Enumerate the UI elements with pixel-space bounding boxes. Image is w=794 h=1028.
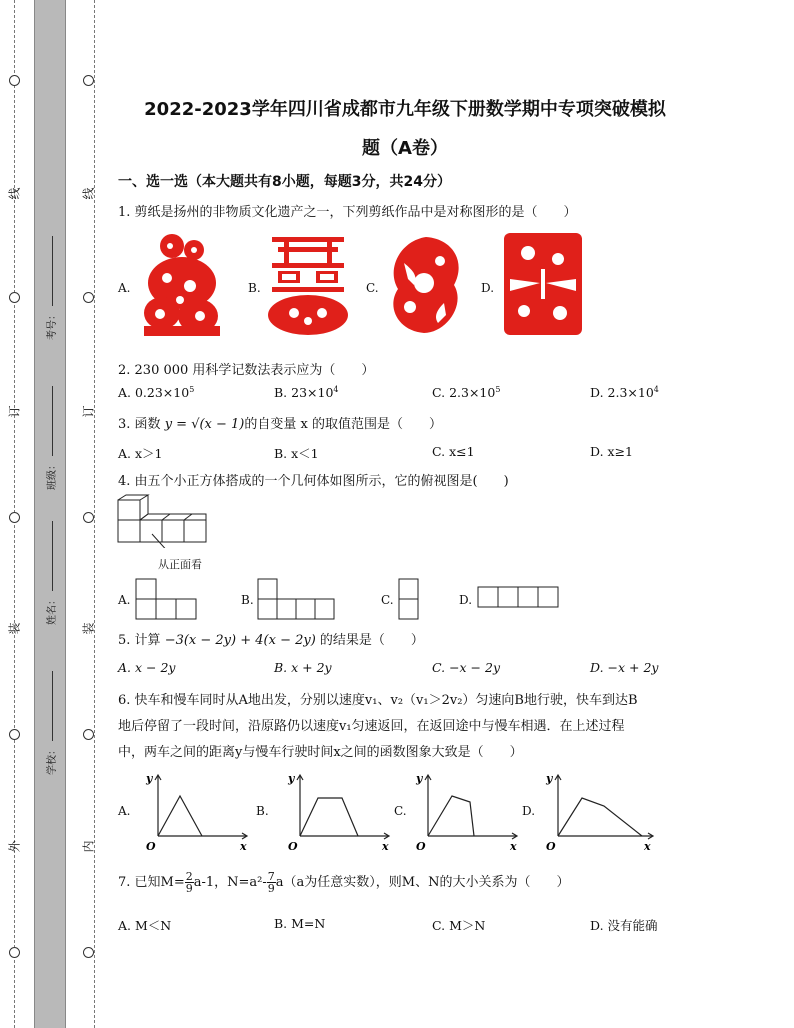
inner-dashed-line <box>94 0 95 1028</box>
q6-graph-a <box>142 770 252 852</box>
x-axis-label: x <box>240 840 247 852</box>
q4-option-b-label: B. <box>241 593 254 607</box>
q6-option-d-label: D. <box>522 804 536 818</box>
q7-option-a: A. M＜N <box>118 918 172 933</box>
q3-option-b: B. x＜1 <box>274 446 319 461</box>
binding-hole-icon <box>83 512 94 523</box>
fraction: $\frac{2}{9}$ <box>185 870 193 895</box>
q1-option-a-label: A. <box>118 281 131 295</box>
origin-label: O <box>416 840 426 852</box>
gutter-char: 内 <box>81 840 96 853</box>
q6-graph-b <box>284 770 394 852</box>
q6-option-b-label: B. <box>256 804 269 818</box>
name-field[interactable]: 姓名： <box>43 521 58 625</box>
y-axis-label: y <box>546 772 553 785</box>
binding-gutter <box>34 0 66 1028</box>
q4-option-d-label: D. <box>459 593 473 607</box>
q5-option-d: D. −x + 2y <box>590 660 659 675</box>
y-axis-label: y <box>146 772 153 785</box>
papercut-bird-icon <box>500 229 586 339</box>
question-7-stem: 7. 已知M= $\frac{2}{9}$ a-1，N=a²- $\frac{7}{9}$ a（a为任意实数），则M、N的大小关系为（ ） <box>118 870 570 895</box>
gutter-char: 装 <box>81 622 96 635</box>
binding-hole-icon <box>9 512 20 523</box>
question-5-stem: 5. 计算 −3(x − 2y) + 4(x − 2y) 的结果是（ ） <box>118 633 424 648</box>
gutter-char: 外 <box>7 840 22 853</box>
x-axis-label: x <box>644 840 651 852</box>
binding-hole-icon <box>83 729 94 740</box>
q3-option-d: D. x≥1 <box>590 444 633 459</box>
q3-option-a: A. x＞1 <box>118 446 163 461</box>
q4-option-c-label: C. <box>381 593 394 607</box>
x-axis-label: x <box>382 840 389 852</box>
q1-option-d-label: D. <box>481 281 495 295</box>
q2-option-d: D. $2.3\times 10^4$ <box>590 385 659 401</box>
papercut-phoenix-icon <box>384 233 468 337</box>
gutter-char: 订 <box>81 405 96 418</box>
binding-hole-icon <box>83 292 94 303</box>
figure-caption: 从正面看 <box>158 558 202 571</box>
page-title-line2: 题（A卷） <box>362 138 448 159</box>
q4-option-b-view <box>256 577 336 621</box>
papercut-monkey-icon <box>132 228 232 340</box>
school-field[interactable]: 学校： <box>43 671 58 775</box>
q4-option-a-view <box>134 577 200 621</box>
question-1-stem: 1. 剪纸是扬州的非物质文化遗产之一，下列剪纸作品中是对称图形的是（ ） <box>118 205 577 220</box>
q5-option-c: C. −x − 2y <box>432 660 501 675</box>
gutter-char: 订 <box>7 405 22 418</box>
q7-option-b: B. M=N <box>274 916 326 931</box>
gutter-char: 线 <box>81 187 96 200</box>
y-axis-label: y <box>416 772 423 785</box>
binding-hole-icon <box>9 729 20 740</box>
q4-option-a-label: A. <box>118 593 131 607</box>
origin-label: O <box>146 840 156 852</box>
binding-hole-icon <box>9 75 20 86</box>
question-4-stem: 4. 由五个小正方体搭成的一个几何体如图所示，它的俯视图是( ) <box>118 474 509 489</box>
q7-option-c: C. M＞N <box>432 918 486 933</box>
q1-option-c-label: C. <box>366 281 379 295</box>
page-title: 2022-2023学年四川省成都市九年级下册数学期中专项突破模拟 <box>144 99 666 120</box>
q2-option-b: B. $23\times 10^4$ <box>274 385 339 401</box>
q6-graph-d <box>542 770 658 852</box>
class-field[interactable]: 班级： <box>43 386 58 490</box>
cube-solid-figure <box>116 494 212 548</box>
x-axis-label: x <box>510 840 517 852</box>
y-axis-label: y <box>288 772 295 785</box>
q6-option-c-label: C. <box>394 804 407 818</box>
q6-option-a-label: A. <box>118 804 131 818</box>
q4-option-d-view <box>476 585 562 611</box>
origin-label: O <box>288 840 298 852</box>
q5-option-b: B. x + 2y <box>274 660 332 675</box>
papercut-double-happiness-icon <box>264 233 352 337</box>
question-6-line3: 中，两车之间的距离y与慢车行驶时间x之间的函数图象大致是（ ） <box>118 745 523 760</box>
q3-option-c: C. x≤1 <box>432 444 475 459</box>
q5-option-a: A. x − 2y <box>118 660 176 675</box>
exam-number-field[interactable]: 考号： <box>43 236 58 340</box>
gutter-char: 线 <box>7 187 22 200</box>
fraction: $\frac{7}{9}$ <box>267 870 275 895</box>
question-3-stem: 3. 函数 y = √(x − 1)的自变量 x 的取值范围是（ ） <box>118 417 442 432</box>
gutter-char: 装 <box>7 622 22 635</box>
question-2-stem: 2. 230 000 用科学记数法表示应为（ ） <box>118 363 375 378</box>
q2-option-a: A. $0.23\times 10^5$ <box>118 385 195 401</box>
binding-hole-icon <box>83 947 94 958</box>
q1-option-b-label: B. <box>248 281 261 295</box>
q7-option-d: D. 没有能确 <box>590 918 658 933</box>
section-heading: 一、选一选（本大题共有8小题，每题3分，共24分） <box>118 174 451 190</box>
origin-label: O <box>546 840 556 852</box>
question-6-line2: 地后停留了一段时间，沿原路仍以速度v₁匀速返回，在返回途中与慢车相遇．在上述过程 <box>118 719 625 734</box>
binding-hole-icon <box>83 75 94 86</box>
q2-option-c: C. $2.3\times 10^5$ <box>432 385 501 401</box>
q6-graph-c <box>412 770 522 852</box>
question-6-line1: 6. 快车和慢车同时从A地出发，分别以速度v₁、v₂（v₁＞2v₂）匀速向B地行驶，快车到达B <box>118 693 638 708</box>
binding-hole-icon <box>9 292 20 303</box>
binding-hole-icon <box>9 947 20 958</box>
q4-option-c-view <box>397 577 421 621</box>
